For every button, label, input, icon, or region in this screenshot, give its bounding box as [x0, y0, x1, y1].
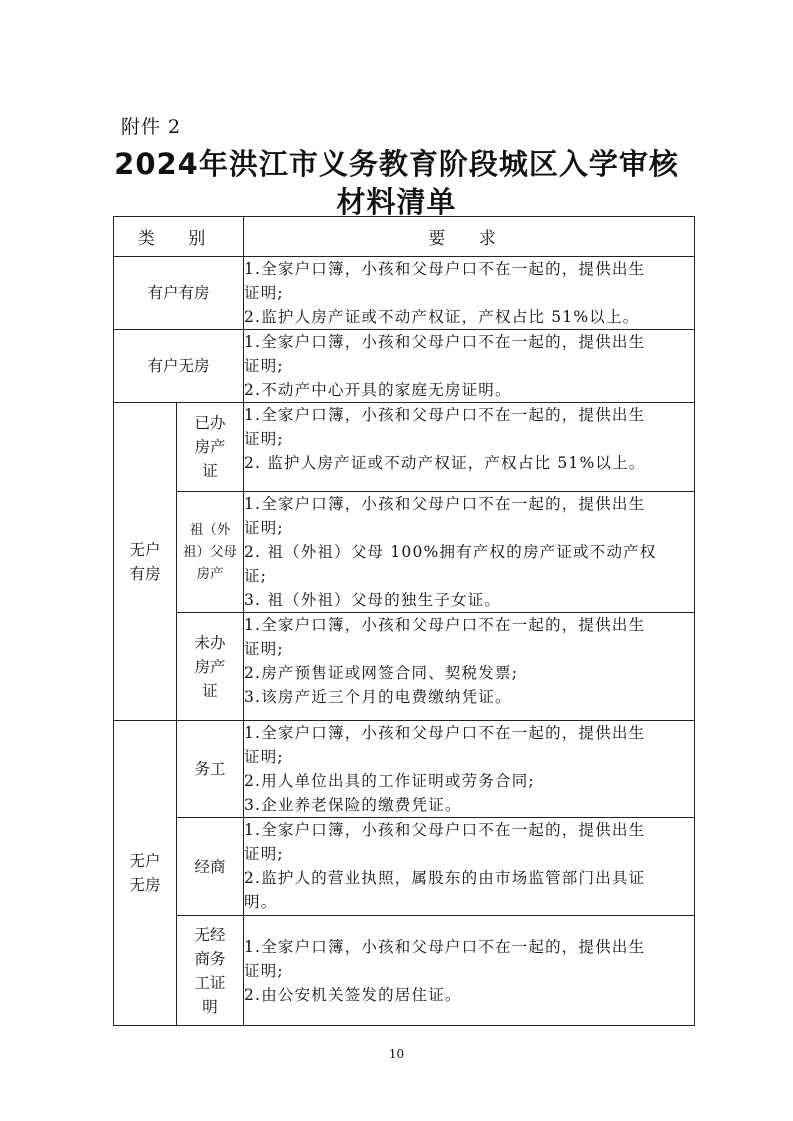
requirement-line: 1.全家户口簿，小孩和父母户口不在一起的，提供出生 — [244, 406, 646, 424]
requirement-line: 2.用人单位出具的工作证明或劳务合同; — [244, 772, 535, 790]
requirement-cell — [244, 492, 695, 613]
requirement-line: 1.全家户口簿，小孩和父母户口不在一起的，提供出生 — [244, 937, 646, 956]
requirement-line: 2.监护人房产证或不动产权证，产权占比 51%以上。 — [244, 308, 640, 326]
header-category: 类 别 — [114, 217, 244, 257]
requirement-line: 1.全家户口簿，小孩和父母户口不在一起的，提供出生 — [244, 616, 646, 634]
subcategory-cell — [177, 492, 244, 613]
requirement-line: 1.全家户口簿，小孩和父母户口不在一起的，提供出生 — [244, 495, 646, 513]
requirements-table — [113, 216, 695, 1026]
requirement-line: 2. 祖（外祖）父母 100%拥有产权的房产证或不动产权 — [244, 543, 657, 561]
subcategory-cell: 务工 — [177, 721, 244, 818]
requirement-line: 3. 祖（外祖）父母的独生子女证。 — [244, 591, 502, 609]
requirement-line: 证明; — [244, 519, 284, 537]
table-row — [114, 916, 695, 1026]
requirement-line: 3.该房产近三个月的电费缴纳凭证。 — [244, 688, 512, 706]
attachment-label: 附件 2 — [121, 116, 182, 138]
requirement-line: 3.企业养老保险的缴费凭证。 — [244, 796, 462, 814]
table-row — [114, 721, 695, 818]
subcategory-cell: 经商 — [177, 818, 244, 916]
requirement-line: 1.全家户口簿，小孩和父母户口不在一起的，提供出生 — [244, 333, 646, 351]
requirement-line: 证明; — [244, 640, 284, 658]
requirement-line: 2.房产预售证或网签合同、契税发票; — [244, 664, 519, 682]
requirement-cell — [244, 721, 695, 818]
document-title-line2: 材料清单 — [336, 185, 457, 219]
requirement-cell — [244, 403, 695, 492]
subcategory-label: 未办房产证 — [194, 633, 226, 700]
requirement-line: 1.全家户口簿，小孩和父母户口不在一起的，提供出生 — [244, 821, 646, 839]
group-category-label: 无户无房 — [129, 852, 161, 894]
requirement-line: 证明; — [244, 845, 284, 863]
subcategory-label: 祖（外祖）父母房产 — [183, 522, 237, 582]
subcategory-label: 无经商务工证明 — [194, 925, 226, 1016]
category-cell: 有户无房 — [114, 330, 244, 403]
subcategory-cell — [177, 403, 244, 492]
requirement-line: 证明; — [244, 748, 284, 766]
requirement-line: 证明; — [244, 284, 284, 302]
requirement-line: 证; — [244, 567, 268, 585]
requirement-line: 2.由公安机关签发的居住证。 — [244, 985, 462, 1004]
group-category-label: 无户有房 — [129, 540, 161, 583]
subcategory-label: 已办房产证 — [194, 414, 226, 480]
subcategory-cell — [177, 613, 244, 721]
requirement-line: 2.不动产中心开具的家庭无房证明。 — [244, 381, 512, 399]
requirement-cell — [244, 613, 695, 721]
group-category-cell — [114, 721, 177, 1026]
requirement-line: 证明; — [244, 357, 284, 375]
requirement-line: 明。 — [244, 893, 278, 911]
requirement-cell — [244, 330, 695, 403]
header-requirement: 要 求 — [244, 217, 695, 257]
table-row — [114, 613, 695, 721]
table-header-row — [114, 217, 695, 257]
requirement-cell — [244, 818, 695, 916]
group-category-cell — [114, 403, 177, 721]
requirement-line: 2.监护人的营业执照，属股东的由市场监管部门出具证 — [244, 869, 646, 887]
document-title-line1: 2024年洪江市义务教育阶段城区入学审核 — [114, 147, 679, 181]
requirement-line: 2. 监护人房产证或不动产权证，产权占比 51%以上。 — [244, 454, 646, 472]
table-row — [114, 330, 695, 403]
requirement-line: 1.全家户口簿，小孩和父母户口不在一起的，提供出生 — [244, 260, 646, 278]
table-row — [114, 257, 695, 330]
table-row — [114, 403, 695, 492]
requirement-line: 1.全家户口簿，小孩和父母户口不在一起的，提供出生 — [244, 724, 646, 742]
table-row — [114, 818, 695, 916]
requirement-line: 证明; — [244, 961, 284, 980]
requirement-line: 证明; — [244, 430, 284, 448]
requirement-cell — [244, 916, 695, 1026]
requirement-cell — [244, 257, 695, 330]
page-number: 10 — [388, 1047, 405, 1061]
category-cell: 有户有房 — [114, 257, 244, 330]
table-row — [114, 492, 695, 613]
subcategory-cell — [177, 916, 244, 1026]
